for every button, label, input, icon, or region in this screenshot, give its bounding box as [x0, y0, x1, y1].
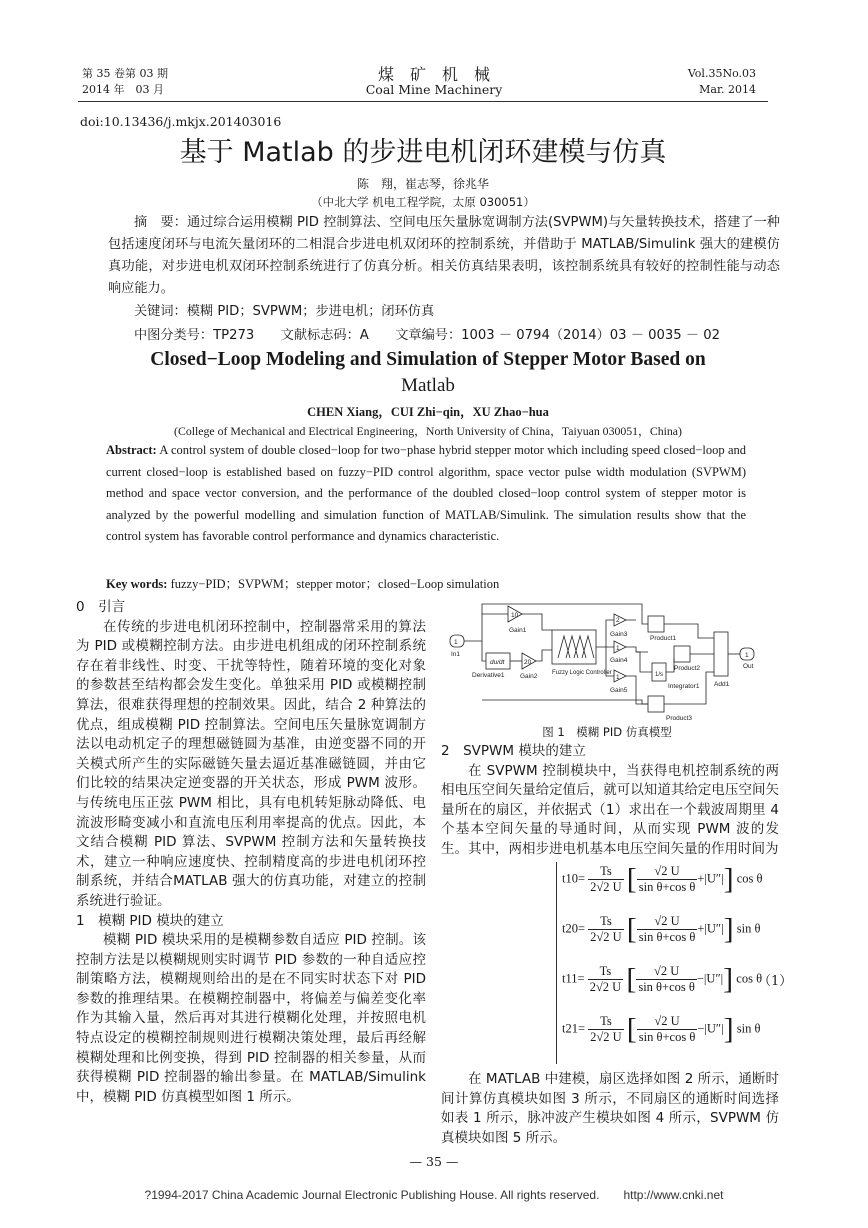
section-1-heading: 1 模糊 PID 模块的建立	[76, 912, 224, 929]
gain5-label: Gain5	[610, 687, 628, 694]
figure-1-diagram	[448, 600, 766, 720]
affiliation-cn: （中北大学 机电工程学院，太原 030051）	[311, 195, 535, 209]
header-journal-en: Coal Mine Machinery	[365, 82, 503, 97]
classification: 中图分类号：TP273 文献标志码：A 文章编号：1003 － 0794（2014）03 － 0035 － 02	[134, 328, 721, 343]
header-volume-cn: 第 35 卷第 03 期	[82, 67, 168, 80]
title-en-line2: Matlab	[401, 375, 455, 396]
equation-number: （1）	[758, 974, 793, 989]
outport-label: Out	[743, 663, 754, 670]
gain2-value: 20	[524, 659, 532, 666]
integrator-symbol: 1/s	[655, 672, 664, 678]
equation-t10: t10= $\frac{Ts}{2√2 U}$ [ $\frac{√2 U}{\text{sin θ+cos θ}}$ +|U″|] cos θ	[562, 862, 763, 896]
gain4-label: Gain4	[610, 657, 628, 664]
affiliation-en: (College of Mechanical and Electrical Engineering，North University of China，Taiyuan 030051，China)	[174, 424, 682, 438]
equation-t11: t11= $\frac{Ts}{2√2 U}$ [ $\frac{√2 U}{\text{sin θ+cos θ}}$ −|U″|] cos θ	[562, 962, 763, 996]
gain5-value: 1	[616, 674, 620, 681]
authors-en: CHEN Xiang，CUI Zhi−qin，XU Zhao−hua	[307, 405, 549, 419]
fuzzy-controller-block	[552, 630, 596, 664]
authors-cn: 陈 翔，崔志琴，徐兆华	[356, 177, 489, 191]
gain1-value: 10	[511, 612, 519, 619]
header-journal-cn: 煤 矿 机 械	[377, 65, 490, 84]
derivative-label: Derivative1	[472, 672, 505, 679]
gain3-label: Gain3	[610, 631, 628, 638]
inport-name: In1	[451, 651, 461, 658]
paragraph-intro: 在传统的步进电机闭环控制中，控制器常采用的算法为 PID 或模糊控制方法。由步进电机组成的闭环控制系统存在着非线性、时变、干扰等特性，随着环境的变化对象的参数甚至结构都会发生变化。单独采用 PID 或模糊控制算法，很难获得理想的控制效果。因此，结合 2 种算法的优点，组成模糊 PID 控制算法。空间电压矢量脉宽调制方法以电动机定子的理想磁链圆为基准，由逆变器不同的开关模式所产生的实际磁链矢量去逼近基准磁链圆，并由它们比较的结果决定逆变器的开关状态，形成 PWM 波形。与传统电压正弦 PWM 相比，具有电机转矩脉动降低、电流波形畸变减小和直流电压利用率提高的优点。因此，本文结合模糊 PID 算法、SVPWM 控制方法和矢量转换技术，建立一种响应速度快、控制精度高的步进电机闭环控制系统，并结合MATLAB 强大的仿真功能，对建立的控制系统进行验证。	[76, 618, 426, 909]
paragraph-fuzzy-pid: 模糊 PID 模块采用的是模糊参数自适应 PID 控制。该控制方法是以模糊规则实时调节 PID 参数的一种自适应控制策略方法，模糊规则给出的是在不同实时状态下对 PID 参数的推理结果。在模糊控制器中，将偏差与偏差变化率作为其输入量，然后再对其进行模糊化处理，并按照电机特点设定的模糊控制规则进行模糊决策处理，最后再经解模糊处理和比例变换，得到 PID 控制器的相关参量，从而获得模糊 PID 控制器的输出参量。在 MATLAB/Simulink 中，模糊 PID 仿真模型如图 1 所示。	[76, 932, 426, 1105]
gain3-value: 2	[616, 617, 620, 624]
header-volume-en: Vol.35No.03	[687, 67, 756, 80]
header-date-cn: 2014 年 03 月	[82, 83, 164, 96]
paragraph-svpwm: 在 SVPWM 控制模块中，当获得电机控制系统的两相电压空间矢量给定值后，就可以知道其给定电压空间矢量所在的扇区，并依据式（1）求出在一个载波周期里 4 个基本空间矢量的导通时间，从而实现 PWM 波的发生。其中，两相步进电机基本电压空间矢量的作用时间为	[441, 762, 779, 857]
right-column-bottom	[441, 1070, 779, 1148]
fuzzy-controller-label: Fuzzy Logic Controller	[552, 670, 612, 676]
gain1-label: Gain1	[509, 627, 527, 634]
product1-label: Product1	[650, 635, 677, 642]
gain4-value: 1	[616, 645, 620, 652]
keywords-cn: 关键词：模糊 PID；SVPWM；步进电机；闭环仿真	[134, 304, 435, 319]
add-label: Add1	[714, 681, 730, 688]
doi: doi:10.13436/j.mkjx.201403016	[80, 114, 282, 129]
footer-copyright: ?1994-2017 China Academic Journal Electronic Publishing House. All rights reserved. http://www.cnki.net	[144, 1188, 724, 1202]
page-number: — 35 —	[409, 1154, 459, 1169]
simulink-model-diagram	[448, 600, 766, 720]
equation-brace	[556, 862, 559, 1064]
outport-value: 1	[745, 652, 749, 659]
section-0-heading: 0 引言	[76, 599, 126, 615]
header-date-en: Mar. 2014	[699, 83, 756, 96]
product3-block	[648, 696, 664, 712]
product3-label: Product3	[666, 715, 693, 720]
equation-t21: t21= $\frac{Ts}{2√2 U}$ [ $\frac{√2 U}{\text{sin θ+cos θ}}$ −|U″|] sin θ	[562, 1012, 761, 1046]
abstract-cn-label: 摘 要：	[134, 215, 187, 230]
right-column-top	[441, 742, 779, 860]
title-cn: 基于 Matlab 的步进电机闭环建模与仿真	[179, 137, 667, 168]
keywords-en: Key words: fuzzy−PID；SVPWM；stepper motor；closed−Loop simulation	[106, 577, 500, 591]
paragraph-matlab-model: 在 MATLAB 中建模，扇区选择如图 2 所示，通断时间计算仿真模块如图 3 所示，不同扇区的通断时间选择如表 1 所示，脉冲波产生模块如图 4 所示，SVPWM 仿真模块如图 5 所示。	[441, 1071, 779, 1146]
header-rule	[78, 101, 768, 102]
integrator-label: Integrator1	[668, 683, 700, 690]
product2-label: Product2	[674, 665, 701, 672]
product1-block	[648, 616, 664, 632]
left-column	[76, 598, 426, 1107]
product2-block	[674, 646, 690, 662]
inport-label: 1	[454, 639, 458, 646]
abstract-en: Abstract: A control system of double closed−loop for two−phase hybrid stepper motor which including speed closed−loop and current closed−loop is established based on fuzzy−PID control algorithm, space vector pulse width modulation (SVPWM) method and space vector conversion, and the performance of the doubled closed−loop control system of stepper motor is analyzed by the powerful modelling and simulation function of MATLAB/Simulink. The simulation results show that the control system has favorable control performance and dynamics characteristic.	[106, 443, 746, 543]
abstract-en-label: Abstract:	[106, 443, 157, 457]
equation-t20: t20= $\frac{Ts}{2√2 U}$ [ $\frac{√2 U}{\text{sin θ+cos θ}}$ +|U″|] sin θ	[562, 912, 761, 946]
gain2-label: Gain2	[520, 673, 538, 680]
abstract-cn: 摘 要：通过综合运用模糊 PID 控制算法、空间电压矢量脉宽调制方法(SVPWM)与矢量转换技术，搭建了一种包括速度闭环与电流矢量闭环的二相混合步进电机双闭环的控制系统，并借助于 MATLAB/Simulink 强大的建模仿真功能，对步进电机双闭环控制系统进行了仿真分析。相关仿真结果表明，该控制系统具有较好的控制性能与动态响应能力。	[108, 215, 780, 296]
section-2-heading: 2 SVPWM 模块的建立	[441, 743, 586, 759]
figure-1-caption: 图 1 模糊 PID 仿真模型	[542, 725, 672, 739]
add-block	[714, 632, 728, 676]
derivative-symbol: du/dt	[490, 659, 505, 666]
title-en-line1: Closed−Loop Modeling and Simulation of Stepper Motor Based on	[150, 349, 706, 370]
